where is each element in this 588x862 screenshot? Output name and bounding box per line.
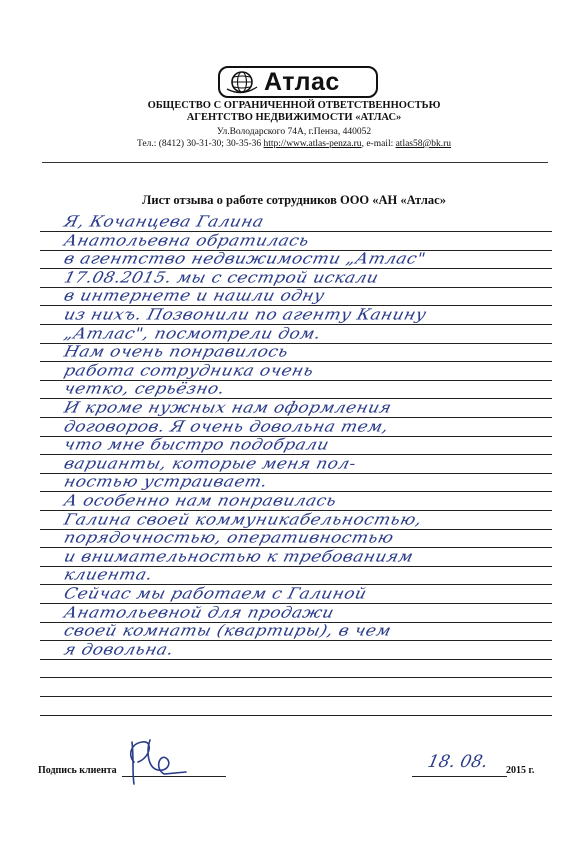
- company-name: АГЕНТСТВО НЕДВИЖИМОСТИ «АТЛАС»: [186, 112, 402, 123]
- handwritten-text: „Атлас", посмотрели дом.: [62, 324, 323, 343]
- handwritten-text: Анатольевной для продажи: [62, 603, 336, 622]
- handwritten-text: 17.08.2015. мы с сестрой искали: [62, 268, 381, 287]
- signature-label: Подпись клиента: [38, 765, 117, 776]
- handwritten-text: Сейчас мы работаем с Галиной: [62, 585, 369, 603]
- handwritten-text: А особенно нам понравилась: [62, 492, 339, 510]
- date-handwritten: 18. 08.: [425, 752, 490, 772]
- company-address: Ул.Володарского 74А, г.Пенза, 440052: [216, 127, 372, 137]
- handwritten-text: ностью устраивает.: [62, 473, 270, 492]
- email-link[interactable]: atlas58@bk.ru: [395, 139, 452, 149]
- handwritten-text: Я, Кочанцева Галина: [62, 213, 266, 231]
- handwritten-text: клиента.: [62, 566, 155, 585]
- handwritten-text: я довольна.: [62, 640, 176, 659]
- handwritten-text: своей комнаты (квартиры), в чем: [62, 622, 394, 641]
- handwritten-text: что мне быстро подобрали: [62, 436, 331, 455]
- date-year: 2015 г.: [506, 765, 535, 776]
- email-label: , e-mail:: [361, 139, 394, 149]
- company-legal-form: ОБЩЕСТВО С ОГРАНИЧЕННОЙ ОТВЕТСТВЕННОСТЬЮ: [147, 100, 441, 111]
- handwritten-text: и внимательностью к требованиям: [62, 547, 416, 566]
- handwritten-text: варианты, которые меня пол-: [62, 454, 358, 473]
- logo-text: Атлас: [264, 67, 340, 96]
- website-link[interactable]: http://www.atlas-penza.ru: [263, 139, 362, 149]
- handwritten-text: в агентство недвижимости „Атлас": [62, 250, 428, 269]
- handwritten-text: Нам очень понравилось: [62, 343, 291, 362]
- handwritten-text: четко, серьёзно.: [62, 380, 227, 399]
- document-title: Лист отзыва о работе сотрудников ООО «АН «Атлас»: [142, 193, 446, 207]
- handwritten-text: договоров. Я очень довольна тем,: [62, 417, 391, 436]
- handwritten-text: Анатольевна обратилась: [62, 231, 312, 250]
- handwritten-text: И кроме нужных нам оформления: [62, 399, 394, 417]
- handwritten-text: Галина своей коммуникабельностью,: [62, 510, 424, 529]
- handwritten-text: в интернете и нашли одну: [62, 287, 327, 306]
- handwritten-text: порядочностью, оперативностью: [62, 529, 396, 548]
- ruled-line: [40, 694, 552, 716]
- handwritten-text: работа сотрудника очень: [62, 361, 316, 380]
- date-line: [412, 776, 507, 777]
- client-signature: [124, 732, 194, 788]
- company-phones: Тел.: (8412) 30-31-30; 30-35-36: [136, 139, 262, 149]
- handwritten-text: из нихъ. Позвонили по агенту Канину: [62, 306, 429, 324]
